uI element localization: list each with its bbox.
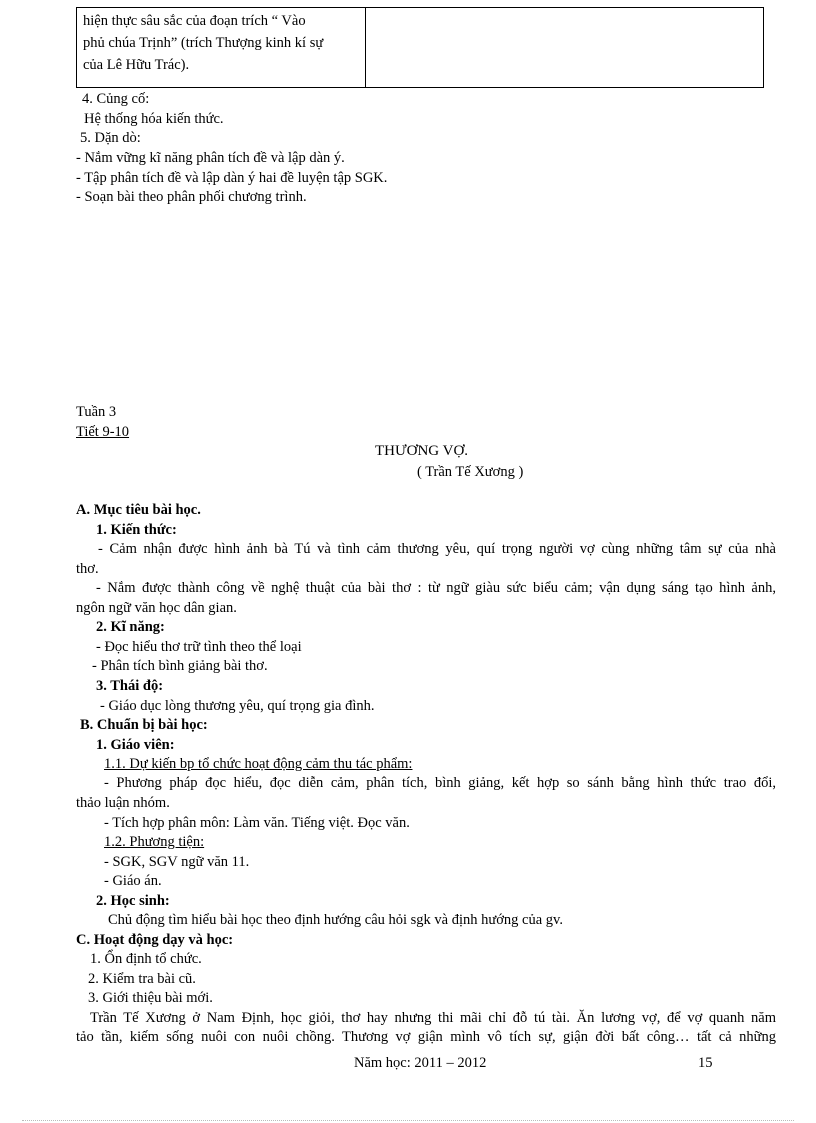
method-line: thảo luận nhóm. (76, 795, 170, 811)
activity-step: 1. Ổn định tổ chức. (90, 951, 202, 967)
skills-item: - Phân tích bình giảng bài thơ. (92, 658, 268, 674)
knowledge-heading: 1. Kiến thức: (96, 522, 177, 538)
attitude-item: - Giáo dục lòng thương yêu, quí trọng gia đình. (100, 698, 375, 714)
activity-step: 3. Giới thiệu bài mới. (88, 990, 213, 1006)
lesson-author: ( Trần Tế Xương ) (417, 464, 524, 480)
student-text: Chủ động tìm hiểu bài học theo định hướng câu hỏi sgk và định hướng của gv. (108, 912, 563, 928)
homework-item: - Nắm vững kĩ năng phân tích đề và lập dàn ý. (76, 150, 345, 166)
knowledge-item-line: - Cảm nhận được hình ảnh bà Tú và tình cảm thương yêu, quí trọng người vợ cùng những tâm sự của nhà (98, 541, 776, 557)
teacher-heading: 1. Giáo viên: (96, 737, 175, 753)
method-line: - Phương pháp đọc hiểu, đọc diễn cảm, phân tích, bình giảng, kết hợp so sánh bằng hình thức trao đổi, (104, 775, 776, 791)
homework-item: - Tập phân tích đề và lập dàn ý hai đề luyện tập SGK. (76, 170, 388, 186)
knowledge-item-line: - Nắm được thành công về nghệ thuật của bài thơ : từ ngữ giàu sức biểu cảm; vận dụng sáng tạo hình ảnh, (96, 580, 776, 596)
table-cell-line: của Lê Hữu Trác). (83, 57, 190, 73)
section-a-heading: A. Mục tiêu bài học. (76, 502, 201, 518)
lesson-title: THƯƠNG VỢ. (375, 443, 469, 459)
week-label: Tuần 3 (76, 404, 117, 420)
table-cell-line: phủ chúa Trịnh” (trích Thượng kinh kí sự (83, 35, 324, 51)
intro-paragraph-line: Trần Tế Xương ở Nam Định, học giỏi, thơ hay nhưng thi mãi chỉ đỗ tú tài. Ăn lương vợ, để vợ quanh năm (90, 1010, 776, 1026)
integration-item: - Tích hợp phân môn: Làm văn. Tiếng việt. Đọc văn. (104, 815, 410, 831)
table-cell-text (83, 10, 363, 76)
footer-school-year: Năm học: 2011 – 2012 (354, 1055, 487, 1071)
skills-heading: 2. Kĩ năng: (96, 619, 165, 635)
attitude-heading: 3. Thái độ: (96, 678, 164, 694)
section-c-heading: C. Hoạt động dạy và học: (76, 932, 234, 948)
page-bottom-divider (22, 1120, 794, 1121)
period-label: Tiết 9-10 (76, 424, 130, 440)
footer-page-number: 15 (698, 1055, 713, 1071)
activity-step: 2. Kiểm tra bài cũ. (88, 971, 196, 987)
lesson-table (76, 7, 764, 88)
table-cell-line: hiện thực sâu sắc của đoạn trích “ Vào (83, 13, 306, 29)
knowledge-item-line: thơ. (76, 561, 99, 577)
table-column-divider (365, 8, 366, 87)
teacher-subheading: 1.1. Dự kiến bp tổ chức hoạt động cảm thu tác phẩm: (104, 756, 413, 772)
homework-item: - Soạn bài theo phân phối chương trình. (76, 189, 307, 205)
consolidate-heading: 4. Củng cố: (82, 91, 150, 107)
consolidate-text: Hệ thống hóa kiến thức. (84, 111, 224, 127)
intro-paragraph-line: tảo tần, kiếm sống nuôi con nuôi chồng. Thương vợ giận mình vô tích sự, giận đời bất công… tất cả những (76, 1029, 776, 1045)
teacher-subheading: 1.2. Phương tiện: (104, 834, 205, 850)
section-b-heading: B. Chuẩn bị bài học: (80, 717, 208, 733)
homework-heading: 5. Dặn dò: (80, 130, 141, 146)
student-heading: 2. Học sinh: (96, 893, 170, 909)
means-item: - Giáo án. (104, 873, 162, 889)
means-item: - SGK, SGV ngữ văn 11. (104, 854, 250, 870)
knowledge-item-line: ngôn ngữ văn học dân gian. (76, 600, 237, 616)
skills-item: - Đọc hiểu thơ trữ tình theo thể loại (96, 639, 302, 655)
